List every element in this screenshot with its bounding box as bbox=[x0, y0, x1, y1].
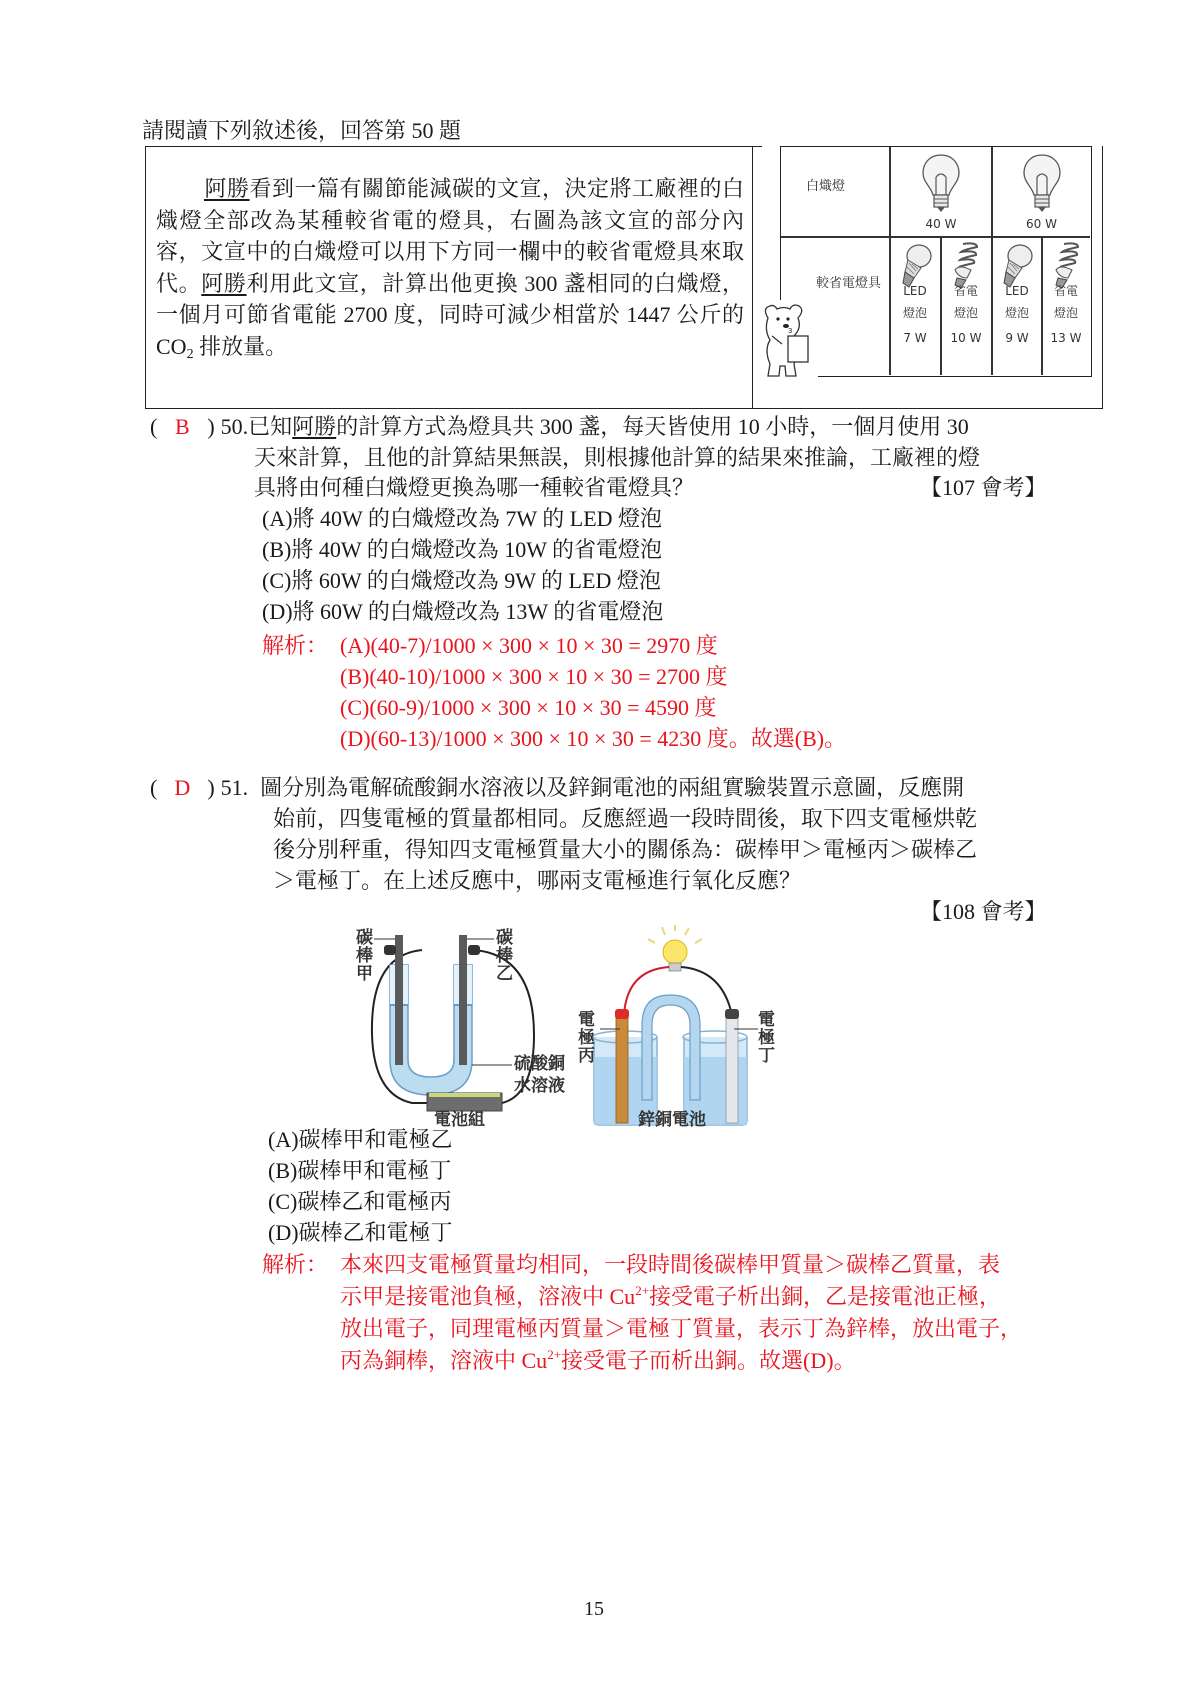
q50-analysis-line: (B)(40-10)/1000 × 300 × 10 × 30 = 2700 度 bbox=[340, 664, 728, 689]
passage-text bbox=[156, 173, 744, 370]
q51-analysis-label: 解析： bbox=[262, 1252, 329, 1277]
q51-source-tag: 【108 會考】 bbox=[920, 899, 1047, 924]
q50-source-tag: 【107 會考】 bbox=[920, 475, 1047, 500]
answer-paren-close: ) bbox=[207, 414, 215, 439]
incandescent-bulb-icon bbox=[920, 153, 962, 215]
lamp-type: 省電 bbox=[953, 284, 978, 298]
q50-analysis-line: (A)(40-7)/1000 × 300 × 10 × 30 = 2970 度 bbox=[340, 633, 718, 658]
lamp-type: 燈泡 bbox=[1053, 306, 1078, 320]
label-electrode-c: 電 極 丙 bbox=[578, 1010, 595, 1066]
q51-number: 51. bbox=[220, 775, 249, 800]
q50-analysis-label: 解析： bbox=[262, 633, 329, 658]
watt-label: 10 W bbox=[950, 331, 982, 345]
q51-option-d: (D)碳棒乙和電極丁 bbox=[268, 1220, 453, 1245]
label-copper-sulfate-solution: 硫酸銅 水溶液 bbox=[514, 1054, 565, 1096]
q50-stem-line-2: 天來計算，且他的計算結果無誤，則根據他計算的結果來推論，工廠裡的燈 bbox=[254, 445, 981, 470]
analysis-text: 丙為銅棒，溶液中 Cu bbox=[340, 1348, 548, 1373]
q51-stem-line-1 bbox=[150, 772, 964, 803]
q51-text: 圖分別為電解硫酸銅水溶液以及鋅銅電池的兩組實驗裝置示意圖，反應開 bbox=[260, 775, 965, 800]
incandescent-bulb-icon bbox=[1021, 153, 1063, 215]
lamp-type: 燈泡 bbox=[953, 306, 978, 320]
q50-number: 50. bbox=[220, 414, 249, 439]
charge-superscript: 2+ bbox=[547, 1347, 562, 1362]
passage-sentence-1: 看到一篇有關節能減碳的文宣，決定將工廠裡的白熾燈全部改為某種較省電的燈具，右圖為該文宣的部分內容，文宣中的白熾燈可以用下方同一欄中的較省電燈具來取代。 bbox=[156, 176, 744, 296]
q51-option-c: (C)碳棒乙和電極丙 bbox=[268, 1189, 452, 1214]
analysis-text: 示甲是接電池負極，溶液中 Cu bbox=[340, 1284, 636, 1309]
passage-sentence-2: 利用此文宣，計算出他更換 300 盞相同的白熾燈，一個月可節省電能 2700 度，同時可減少相當於 1447 公斤的 CO bbox=[156, 270, 744, 359]
answer-paren-close: ) bbox=[207, 775, 215, 800]
lamp-comparison-table bbox=[780, 146, 1092, 377]
q50-text: 的計算方式為燈具共 300 盞，每天皆使用 10 小時，一個月使用 30 bbox=[336, 414, 969, 439]
person-name: 阿勝 bbox=[292, 414, 337, 439]
person-name: 阿勝 bbox=[204, 176, 250, 201]
label-battery-pack: 電池組 bbox=[434, 1110, 485, 1130]
q51-analysis-line bbox=[340, 1281, 1001, 1312]
lamp-type: 省電 bbox=[1053, 284, 1078, 298]
q50-stem-line-1 bbox=[150, 411, 969, 442]
q51-option-a: (A)碳棒甲和電極乙 bbox=[268, 1127, 453, 1152]
analysis-text: 接受電子而析出銅。故選(D)。 bbox=[561, 1348, 856, 1373]
q50-answer: B bbox=[174, 414, 190, 439]
label-zinc-copper-cell: 鋅銅電池 bbox=[638, 1110, 706, 1130]
bear-with-clipboard-icon bbox=[758, 300, 818, 382]
table-row-divider bbox=[781, 236, 1090, 238]
label-carbon-rod-a: 碳 棒 甲 bbox=[356, 928, 373, 984]
q50-option-d: (D)將 60W 的白熾燈改為 13W 的省電燈泡 bbox=[262, 599, 664, 624]
answer-paren-open: ( bbox=[150, 414, 158, 439]
lamp-type: LED bbox=[903, 284, 927, 298]
lamp-type: 燈泡 bbox=[1004, 306, 1029, 320]
co2-subscript: 2 bbox=[186, 346, 194, 362]
watt-label: 9 W bbox=[1005, 331, 1029, 345]
row-label-energy-saving: 較省電燈具 bbox=[815, 276, 881, 291]
analysis-text: 接受電子析出銅，乙是接電池正極， bbox=[649, 1284, 1002, 1309]
person-name: 阿勝 bbox=[201, 270, 247, 296]
q50-option-c: (C)將 60W 的白熾燈改為 9W 的 LED 燈泡 bbox=[262, 568, 661, 593]
label-electrode-d: 電 極 丁 bbox=[758, 1010, 775, 1066]
answer-paren-open: ( bbox=[150, 775, 158, 800]
q51-stem-line-4: ＞電極丁。在上述反應中，哪兩支電極進行氧化反應？ bbox=[273, 868, 802, 893]
watt-label: 60 W bbox=[1026, 217, 1057, 231]
q51-answer: D bbox=[174, 775, 191, 800]
svg-text:3: 3 bbox=[788, 327, 793, 335]
watt-label: 13 W bbox=[1050, 331, 1082, 345]
q51-stem-line-2: 始前，四隻電極的質量都相同。反應經過一段時間後，取下四支電極烘乾 bbox=[273, 806, 978, 831]
q50-option-a: (A)將 40W 的白熾燈改為 7W 的 LED 燈泡 bbox=[262, 506, 663, 531]
electrochemistry-diagram bbox=[356, 925, 842, 1130]
q50-text: 已知 bbox=[248, 414, 293, 439]
charge-superscript: 2+ bbox=[635, 1283, 650, 1298]
q50-analysis-line: (D)(60-13)/1000 × 300 × 10 × 30 = 4230 度。故選(B)。 bbox=[340, 726, 847, 751]
q51-analysis-line bbox=[340, 1345, 856, 1376]
watt-label: 7 W bbox=[903, 331, 927, 345]
q51-analysis-line: 放出電子，同理電極丙質量＞電極丁質量，表示丁為鋅棒，放出電子， bbox=[340, 1316, 1023, 1341]
watt-label: 40 W bbox=[925, 217, 957, 231]
lamp-type: 燈泡 bbox=[902, 306, 927, 320]
label-carbon-rod-b: 碳 棒 乙 bbox=[496, 928, 513, 984]
page-number: 15 bbox=[584, 1598, 604, 1620]
q50-option-b: (B)將 40W 的白熾燈改為 10W 的省電燈泡 bbox=[262, 537, 663, 562]
q50-analysis-line: (C)(60-9)/1000 × 300 × 10 × 30 = 4590 度 bbox=[340, 695, 717, 720]
row-label-incandescent: 白熾燈 bbox=[806, 179, 846, 194]
q51-analysis-line: 本來四支電極質量均相同，一段時間後碳棒甲質量＞碳棒乙質量，表 bbox=[340, 1252, 1001, 1277]
intro-heading: 請閱讀下列敘述後，回答第 50 題 bbox=[142, 118, 462, 143]
q51-stem-line-3: 後分別秤重，得知四支電極質量大小的關係為：碳棒甲＞電極丙＞碳棒乙 bbox=[273, 837, 978, 862]
q51-option-b: (B)碳棒甲和電極丁 bbox=[268, 1158, 452, 1183]
q50-stem-line-3: 具將由何種白熾燈更換為哪一種較省電燈具？ bbox=[254, 475, 695, 500]
lamp-type: LED bbox=[1005, 284, 1029, 298]
passage-sentence-3: 排放量。 bbox=[193, 333, 288, 359]
